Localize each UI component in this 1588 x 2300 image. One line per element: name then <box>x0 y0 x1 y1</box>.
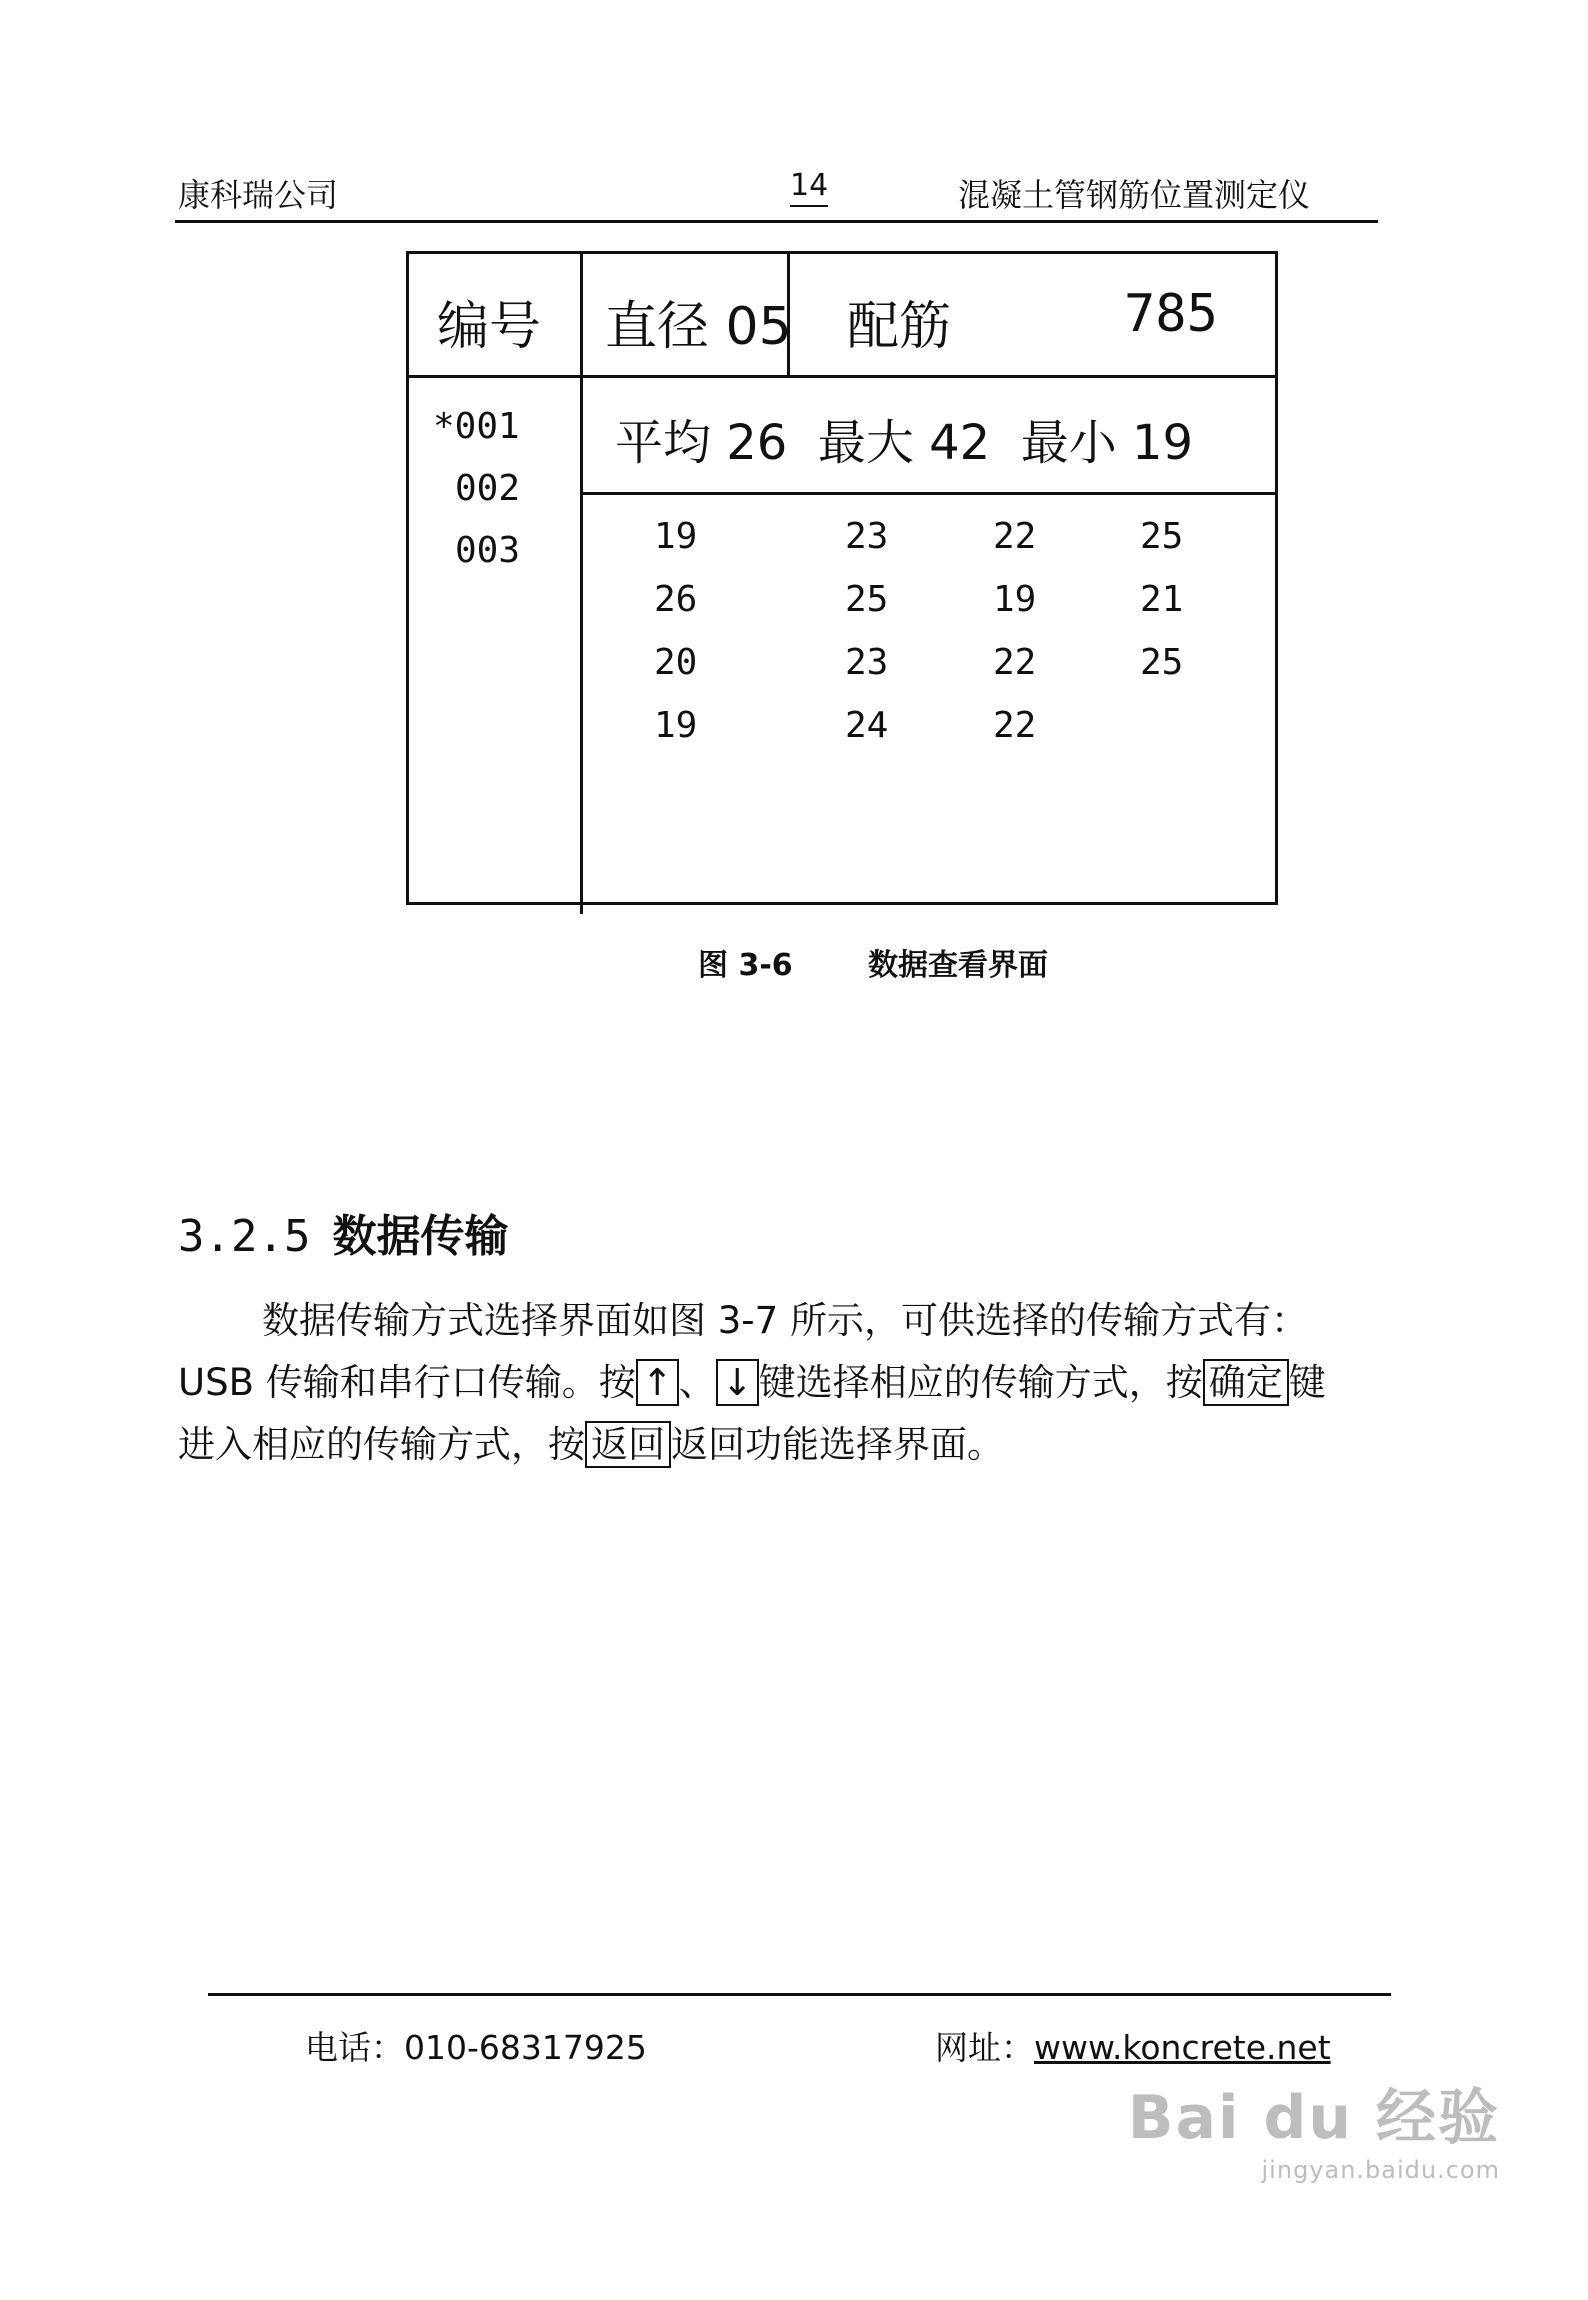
body-paragraph <box>178 1290 1468 1476</box>
section-number: 3.2.5 <box>178 1211 311 1262</box>
website-label: 网址： <box>935 2028 1034 2067</box>
text-run: 键选择相应的传输方式，按 <box>758 1361 1203 1404</box>
footer-website <box>935 2022 1331 2069</box>
paragraph-line <box>178 1352 1468 1414</box>
section-title: 数据传输 <box>332 1211 509 1262</box>
paragraph-line: 数据传输方式选择界面如图 3-7 所示，可供选择的传输方式有： <box>262 1299 1308 1342</box>
footer-phone: 电话：010-68317925 <box>305 2028 647 2067</box>
header-doc-title: 混凝土管钢筋位置测定仪 <box>958 176 1311 214</box>
id-list <box>433 396 520 582</box>
header-row-rule <box>409 375 1278 378</box>
figure-caption-text: 数据查看界面 <box>868 948 1048 983</box>
section-heading <box>178 1200 508 1264</box>
stats-row-rule <box>580 492 1278 495</box>
back-key: 返回 <box>585 1421 671 1468</box>
page-number: 14 <box>790 168 828 207</box>
reading-cell: 22 <box>993 705 1037 746</box>
paragraph-line <box>178 1414 1468 1476</box>
diameter-label: 直径 05 <box>605 297 792 357</box>
data-view-figure <box>406 251 1278 905</box>
footer-rule <box>208 1993 1391 1996</box>
confirm-key: 确定 <box>1203 1359 1289 1406</box>
text-run: 返回功能选择界面。 <box>671 1423 1004 1466</box>
header-rule <box>175 220 1378 223</box>
website-link[interactable]: www.koncrete.net <box>1034 2028 1331 2067</box>
up-arrow-key: ↑ <box>636 1359 679 1406</box>
reading-cell: 19 <box>654 705 698 746</box>
reading-cell: 24 <box>845 705 889 746</box>
down-arrow-key: ↓ <box>716 1359 759 1406</box>
reading-cell: 25 <box>845 579 889 620</box>
reading-cell: 20 <box>654 642 698 683</box>
list-item: 002 <box>455 468 521 509</box>
text-run: 、 <box>678 1361 716 1404</box>
figure-caption-number: 图 3-6 <box>698 948 793 983</box>
reading-cell: 19 <box>654 516 698 557</box>
text-run: USB 传输和串行口传输。按 <box>178 1361 636 1404</box>
column-divider <box>580 254 583 914</box>
reading-cell: 25 <box>1140 516 1184 557</box>
reading-cell: 22 <box>993 516 1037 557</box>
reading-cell: 23 <box>845 642 889 683</box>
reading-cell: 23 <box>845 516 889 557</box>
text-run: 键 <box>1288 1361 1326 1404</box>
text-run: 进入相应的传输方式，按 <box>178 1423 585 1466</box>
rebar-value: 785 <box>1124 284 1218 344</box>
stats-summary: 平均 26 最大 42 最小 19 <box>615 415 1194 471</box>
rebar-label: 配筋 <box>847 297 952 357</box>
list-item: 003 <box>455 530 521 571</box>
reading-cell: 26 <box>654 579 698 620</box>
reading-cell: 19 <box>993 579 1037 620</box>
baidu-watermark <box>1128 2070 1500 2184</box>
id-column-label: 编号 <box>437 297 542 357</box>
watermark-brand: Bai du 经验 <box>1127 2083 1500 2153</box>
reading-cell: 25 <box>1140 642 1184 683</box>
reading-cell: 22 <box>993 642 1037 683</box>
header-company: 康科瑞公司 <box>178 176 339 214</box>
list-item: *001 <box>433 406 520 447</box>
reading-cell: 21 <box>1140 579 1184 620</box>
watermark-url: jingyan.baidu.com <box>1261 2156 1500 2184</box>
